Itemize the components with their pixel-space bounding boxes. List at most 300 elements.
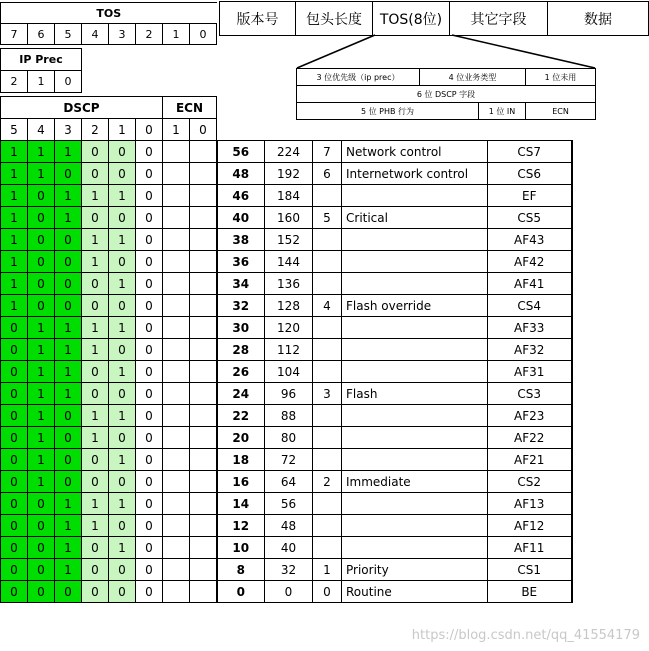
precedence-value <box>313 273 342 295</box>
ecn-bit <box>190 251 217 273</box>
dscp-value: 34 <box>217 273 265 295</box>
dscp-bit: 0 <box>28 537 55 559</box>
dscp-bit: 0 <box>1 581 28 603</box>
dscp-value: 12 <box>217 515 265 537</box>
class-name: AF21 <box>488 449 572 471</box>
class-name: AF43 <box>488 229 572 251</box>
ecn-bit <box>163 317 190 339</box>
dscp-bit: 0 <box>55 229 82 251</box>
tos-bit-label: 2 <box>136 24 163 45</box>
dscp-table <box>0 96 573 603</box>
table-row <box>1 163 572 185</box>
dscp-bit: 0 <box>82 273 109 295</box>
tos-value: 152 <box>265 229 313 251</box>
tos-value: 72 <box>265 449 313 471</box>
dscp-bit: 0 <box>136 185 163 207</box>
dscp-bit-label: 5 <box>1 119 28 141</box>
tos-title: TOS <box>1 3 217 24</box>
dscp-bit: 1 <box>1 207 28 229</box>
ecn-bit <box>190 559 217 581</box>
dscp-title: DSCP <box>1 97 163 119</box>
dscp-bit: 1 <box>109 537 136 559</box>
dscp-bit: 0 <box>82 361 109 383</box>
precedence-value <box>313 185 342 207</box>
precedence-name <box>342 515 488 537</box>
ecn-bit <box>190 141 217 163</box>
tos-value: 224 <box>265 141 313 163</box>
dscp-value: 14 <box>217 493 265 515</box>
dscp-bit: 0 <box>136 317 163 339</box>
tos-value: 0 <box>265 581 313 603</box>
precedence-value: 4 <box>313 295 342 317</box>
dscp-bit: 0 <box>1 449 28 471</box>
dscp-bits-row <box>1 119 572 141</box>
class-name: AF12 <box>488 515 572 537</box>
dscp-bit: 0 <box>136 427 163 449</box>
dscp-bit: 0 <box>109 559 136 581</box>
precedence-value <box>313 493 342 515</box>
ecn-bit <box>190 339 217 361</box>
dscp-table-body <box>1 141 572 603</box>
dscp-bit: 1 <box>82 229 109 251</box>
dscp-bit: 0 <box>136 405 163 427</box>
ecn-bit <box>190 537 217 559</box>
dscp-bit: 1 <box>82 427 109 449</box>
dscp-bit: 0 <box>82 207 109 229</box>
dscp-bit: 0 <box>82 295 109 317</box>
table-row <box>1 537 572 559</box>
precedence-name <box>342 339 488 361</box>
dscp-bit: 0 <box>136 493 163 515</box>
precedence-value: 1 <box>313 559 342 581</box>
dscp-bit-label: 0 <box>190 119 217 141</box>
dscp-bit: 1 <box>1 295 28 317</box>
dscp-bit: 0 <box>82 383 109 405</box>
dscp-bit: 0 <box>82 471 109 493</box>
ecn-bit <box>163 295 190 317</box>
precedence-value <box>313 427 342 449</box>
dscp-bit: 0 <box>1 559 28 581</box>
dscp-bit: 0 <box>136 229 163 251</box>
dscp-bit: 0 <box>136 361 163 383</box>
packet-field: 数据 <box>548 2 649 36</box>
connector-line-left <box>297 35 375 68</box>
dscp-bit: 1 <box>82 317 109 339</box>
precedence-name: Flash override <box>342 295 488 317</box>
precedence-name <box>342 405 488 427</box>
dscp-bit: 0 <box>109 163 136 185</box>
dscp-bit: 1 <box>82 339 109 361</box>
dscp-bit-label: 3 <box>55 119 82 141</box>
class-name: AF32 <box>488 339 572 361</box>
dscp-bit: 0 <box>109 207 136 229</box>
precedence-name <box>342 449 488 471</box>
dscp-bit: 0 <box>109 581 136 603</box>
ecn-bit <box>163 515 190 537</box>
ecn-bit <box>163 537 190 559</box>
tos-value: 88 <box>265 405 313 427</box>
dscp-bit: 1 <box>1 185 28 207</box>
dscp-bit: 0 <box>1 471 28 493</box>
dscp-bit: 0 <box>55 251 82 273</box>
tos-value: 120 <box>265 317 313 339</box>
dscp-bit: 0 <box>109 383 136 405</box>
dscp-value: 28 <box>217 339 265 361</box>
tos-value: 40 <box>265 537 313 559</box>
precedence-name <box>342 537 488 559</box>
dscp-bit: 1 <box>28 449 55 471</box>
packet-field: 版本号 <box>220 2 296 36</box>
precedence-name <box>342 273 488 295</box>
dscp-bit: 0 <box>28 273 55 295</box>
dscp-bit: 1 <box>1 229 28 251</box>
dscp-bit: 0 <box>109 251 136 273</box>
dscp-bit: 1 <box>28 163 55 185</box>
class-name: AF33 <box>488 317 572 339</box>
class-name: AF42 <box>488 251 572 273</box>
dscp-bit: 0 <box>28 251 55 273</box>
ecn-bit <box>190 317 217 339</box>
precedence-value: 7 <box>313 141 342 163</box>
dscp-bit: 0 <box>82 141 109 163</box>
table-row <box>1 229 572 251</box>
ecn-bit <box>163 427 190 449</box>
ip-prec-title: IP Prec <box>1 49 82 71</box>
precedence-name: Priority <box>342 559 488 581</box>
dscp-bit: 0 <box>109 141 136 163</box>
dscp-bit: 0 <box>28 515 55 537</box>
dscp-bit: 1 <box>109 361 136 383</box>
dscp-bit: 0 <box>1 515 28 537</box>
dscp-bit: 1 <box>28 141 55 163</box>
precedence-value: 6 <box>313 163 342 185</box>
dscp-bit: 0 <box>55 273 82 295</box>
dscp-bit: 0 <box>136 339 163 361</box>
table-row <box>1 471 572 493</box>
dscp-bit: 1 <box>109 229 136 251</box>
ecn-bit <box>163 251 190 273</box>
dscp-bit-label: 4 <box>28 119 55 141</box>
dscp-bit: 0 <box>1 361 28 383</box>
ecn-bit <box>190 207 217 229</box>
ecn-bit <box>163 559 190 581</box>
precedence-value <box>313 317 342 339</box>
ecn-bit <box>163 185 190 207</box>
dscp-bit: 0 <box>55 581 82 603</box>
dscp-bit: 0 <box>82 581 109 603</box>
dscp-value: 10 <box>217 537 265 559</box>
ecn-bit <box>190 185 217 207</box>
table-row <box>1 383 572 405</box>
dscp-bit: 0 <box>136 207 163 229</box>
dscp-value: 56 <box>217 141 265 163</box>
tos-value: 96 <box>265 383 313 405</box>
precedence-value <box>313 537 342 559</box>
table-row <box>1 339 572 361</box>
ecn-bit <box>163 449 190 471</box>
dscp-bit: 0 <box>82 449 109 471</box>
ip-prec-bit-label: 0 <box>55 71 82 93</box>
dscp-bit: 0 <box>109 339 136 361</box>
dscp-bit: 0 <box>1 493 28 515</box>
tos-value: 112 <box>265 339 313 361</box>
tos-value: 104 <box>265 361 313 383</box>
precedence-value <box>313 251 342 273</box>
dscp-value: 32 <box>217 295 265 317</box>
dscp-bit: 1 <box>55 185 82 207</box>
dscp-bit: 0 <box>28 295 55 317</box>
tos-value: 64 <box>265 471 313 493</box>
tos-bit-label: 0 <box>190 24 217 45</box>
tos-bit-label: 5 <box>55 24 82 45</box>
tos-detail-in: 1 位 IN <box>479 103 526 120</box>
dscp-bit: 1 <box>55 493 82 515</box>
precedence-name <box>342 229 488 251</box>
precedence-value: 2 <box>313 471 342 493</box>
dscp-bit: 1 <box>28 361 55 383</box>
dscp-bit: 0 <box>55 405 82 427</box>
packet-field: 包头长度 <box>296 2 373 36</box>
dscp-value: 26 <box>217 361 265 383</box>
tos-detail-dscp: 6 位 DSCP 字段 <box>297 86 596 103</box>
dscp-value: 46 <box>217 185 265 207</box>
table-row <box>1 295 572 317</box>
dscp-bit: 0 <box>55 295 82 317</box>
tos-bit-label: 1 <box>163 24 190 45</box>
ecn-bit <box>163 339 190 361</box>
tos-detail-prec: 3 位优先级（ip prec） <box>297 69 420 86</box>
dscp-bit: 0 <box>136 273 163 295</box>
dscp-bit: 0 <box>82 163 109 185</box>
packet-field: 其它字段 <box>450 2 548 36</box>
tos-detail-service: 4 位业务类型 <box>420 69 526 86</box>
precedence-name <box>342 493 488 515</box>
dscp-bit: 0 <box>136 251 163 273</box>
table-row <box>1 273 572 295</box>
precedence-name: Critical <box>342 207 488 229</box>
class-name: CS4 <box>488 295 572 317</box>
connector-line-right <box>452 35 595 68</box>
dscp-bit: 1 <box>28 405 55 427</box>
ecn-bit <box>190 295 217 317</box>
table-row <box>1 317 572 339</box>
dscp-bit-label: 1 <box>163 119 190 141</box>
precedence-value <box>313 515 342 537</box>
dscp-bit: 0 <box>109 515 136 537</box>
ecn-bit <box>190 471 217 493</box>
table-row <box>1 361 572 383</box>
ip-prec-bit-label: 1 <box>28 71 55 93</box>
tos-detail-unused: 1 位未用 <box>526 69 596 86</box>
precedence-name: Network control <box>342 141 488 163</box>
dscp-value: 8 <box>217 559 265 581</box>
ecn-bit <box>163 229 190 251</box>
table-row <box>1 427 572 449</box>
dscp-bit: 1 <box>55 361 82 383</box>
dscp-bit: 0 <box>55 471 82 493</box>
dscp-value: 22 <box>217 405 265 427</box>
dscp-bit: 1 <box>55 515 82 537</box>
dscp-value: 48 <box>217 163 265 185</box>
ecn-title: ECN <box>163 97 217 119</box>
ecn-bit <box>163 405 190 427</box>
dscp-bit: 0 <box>136 581 163 603</box>
ecn-bit <box>163 273 190 295</box>
tos-value: 32 <box>265 559 313 581</box>
dscp-value: 30 <box>217 317 265 339</box>
table-row <box>1 251 572 273</box>
class-name: CS3 <box>488 383 572 405</box>
dscp-bit: 1 <box>109 493 136 515</box>
precedence-value <box>313 339 342 361</box>
dscp-bit: 0 <box>1 317 28 339</box>
dscp-bit: 1 <box>28 471 55 493</box>
ecn-bit <box>163 361 190 383</box>
dscp-bit: 0 <box>136 141 163 163</box>
dscp-bit: 0 <box>28 581 55 603</box>
precedence-value: 5 <box>313 207 342 229</box>
class-name: BE <box>488 581 572 603</box>
dscp-bit: 0 <box>55 163 82 185</box>
dscp-value: 38 <box>217 229 265 251</box>
dscp-bit: 1 <box>55 317 82 339</box>
precedence-name: Immediate <box>342 471 488 493</box>
dscp-bit-label: 2 <box>82 119 109 141</box>
dscp-value: 40 <box>217 207 265 229</box>
dscp-bit: 0 <box>136 515 163 537</box>
ecn-bit <box>190 273 217 295</box>
precedence-name: Flash <box>342 383 488 405</box>
tos-value: 192 <box>265 163 313 185</box>
table-row <box>1 581 572 603</box>
dscp-bit: 1 <box>55 383 82 405</box>
class-name: AF13 <box>488 493 572 515</box>
dscp-bit: 0 <box>109 427 136 449</box>
dscp-bit: 0 <box>82 537 109 559</box>
dscp-bit: 1 <box>82 405 109 427</box>
precedence-name <box>342 185 488 207</box>
ecn-bit <box>190 515 217 537</box>
precedence-name <box>342 361 488 383</box>
dscp-bit: 0 <box>1 383 28 405</box>
ecn-bit <box>163 141 190 163</box>
dscp-bit: 1 <box>28 339 55 361</box>
tos-value: 80 <box>265 427 313 449</box>
dscp-bit: 0 <box>1 537 28 559</box>
ecn-bit <box>163 207 190 229</box>
dscp-bit: 0 <box>109 295 136 317</box>
ip-prec-bit-label: 2 <box>1 71 28 93</box>
precedence-name <box>342 427 488 449</box>
dscp-value: 20 <box>217 427 265 449</box>
dscp-bit: 1 <box>55 339 82 361</box>
dscp-bit: 1 <box>1 273 28 295</box>
ecn-bit <box>190 361 217 383</box>
tos-detail-ecn: ECN <box>526 103 596 120</box>
class-name: CS2 <box>488 471 572 493</box>
class-name: CS6 <box>488 163 572 185</box>
tos-value: 136 <box>265 273 313 295</box>
tos-bit-label: 7 <box>1 24 28 45</box>
dscp-bit: 1 <box>28 383 55 405</box>
ecn-bit <box>190 405 217 427</box>
ecn-bit <box>163 471 190 493</box>
dscp-bit: 0 <box>136 537 163 559</box>
dscp-bit: 0 <box>28 559 55 581</box>
precedence-name <box>342 251 488 273</box>
class-name: EF <box>488 185 572 207</box>
dscp-bit: 1 <box>109 405 136 427</box>
table-row <box>1 449 572 471</box>
dscp-bit: 1 <box>55 537 82 559</box>
ecn-bit <box>190 229 217 251</box>
table-row <box>1 493 572 515</box>
dscp-bit: 0 <box>28 493 55 515</box>
dscp-bit: 0 <box>28 229 55 251</box>
class-name: AF31 <box>488 361 572 383</box>
dscp-bit-label: 1 <box>109 119 136 141</box>
tos-value: 48 <box>265 515 313 537</box>
dscp-bit: 0 <box>136 559 163 581</box>
ecn-bit <box>163 581 190 603</box>
ecn-bit <box>190 383 217 405</box>
dscp-bit: 1 <box>109 317 136 339</box>
dscp-bit: 1 <box>109 449 136 471</box>
table-row <box>1 141 572 163</box>
dscp-bit: 0 <box>136 471 163 493</box>
dscp-bit: 1 <box>1 251 28 273</box>
dscp-bit: 1 <box>55 207 82 229</box>
ecn-bit <box>163 493 190 515</box>
tos-bit-label: 4 <box>82 24 109 45</box>
class-name: AF22 <box>488 427 572 449</box>
dscp-bit: 1 <box>82 185 109 207</box>
table-row <box>1 405 572 427</box>
dscp-bit: 0 <box>1 339 28 361</box>
tos-value: 160 <box>265 207 313 229</box>
class-name: AF23 <box>488 405 572 427</box>
precedence-name: Routine <box>342 581 488 603</box>
dscp-bit: 1 <box>55 559 82 581</box>
tos-detail-phb: 5 位 PHB 行为 <box>297 103 479 120</box>
dscp-bit: 0 <box>136 163 163 185</box>
tos-value: 128 <box>265 295 313 317</box>
dscp-value: 24 <box>217 383 265 405</box>
ecn-bit <box>163 163 190 185</box>
dscp-bit: 0 <box>136 383 163 405</box>
class-name: CS1 <box>488 559 572 581</box>
precedence-value <box>313 361 342 383</box>
dscp-bit: 0 <box>1 405 28 427</box>
precedence-value <box>313 405 342 427</box>
precedence-value: 0 <box>313 581 342 603</box>
class-name: AF11 <box>488 537 572 559</box>
tos-bit-label: 3 <box>109 24 136 45</box>
dscp-bit: 1 <box>82 493 109 515</box>
precedence-name <box>342 317 488 339</box>
dscp-value: 16 <box>217 471 265 493</box>
table-row <box>1 515 572 537</box>
dscp-bit: 1 <box>82 251 109 273</box>
dscp-bit: 1 <box>28 427 55 449</box>
tos-value: 56 <box>265 493 313 515</box>
dscp-value: 0 <box>217 581 265 603</box>
dscp-bit: 0 <box>28 185 55 207</box>
tos-value: 184 <box>265 185 313 207</box>
dscp-bit: 1 <box>109 185 136 207</box>
dscp-bit: 0 <box>55 449 82 471</box>
dscp-value: 36 <box>217 251 265 273</box>
